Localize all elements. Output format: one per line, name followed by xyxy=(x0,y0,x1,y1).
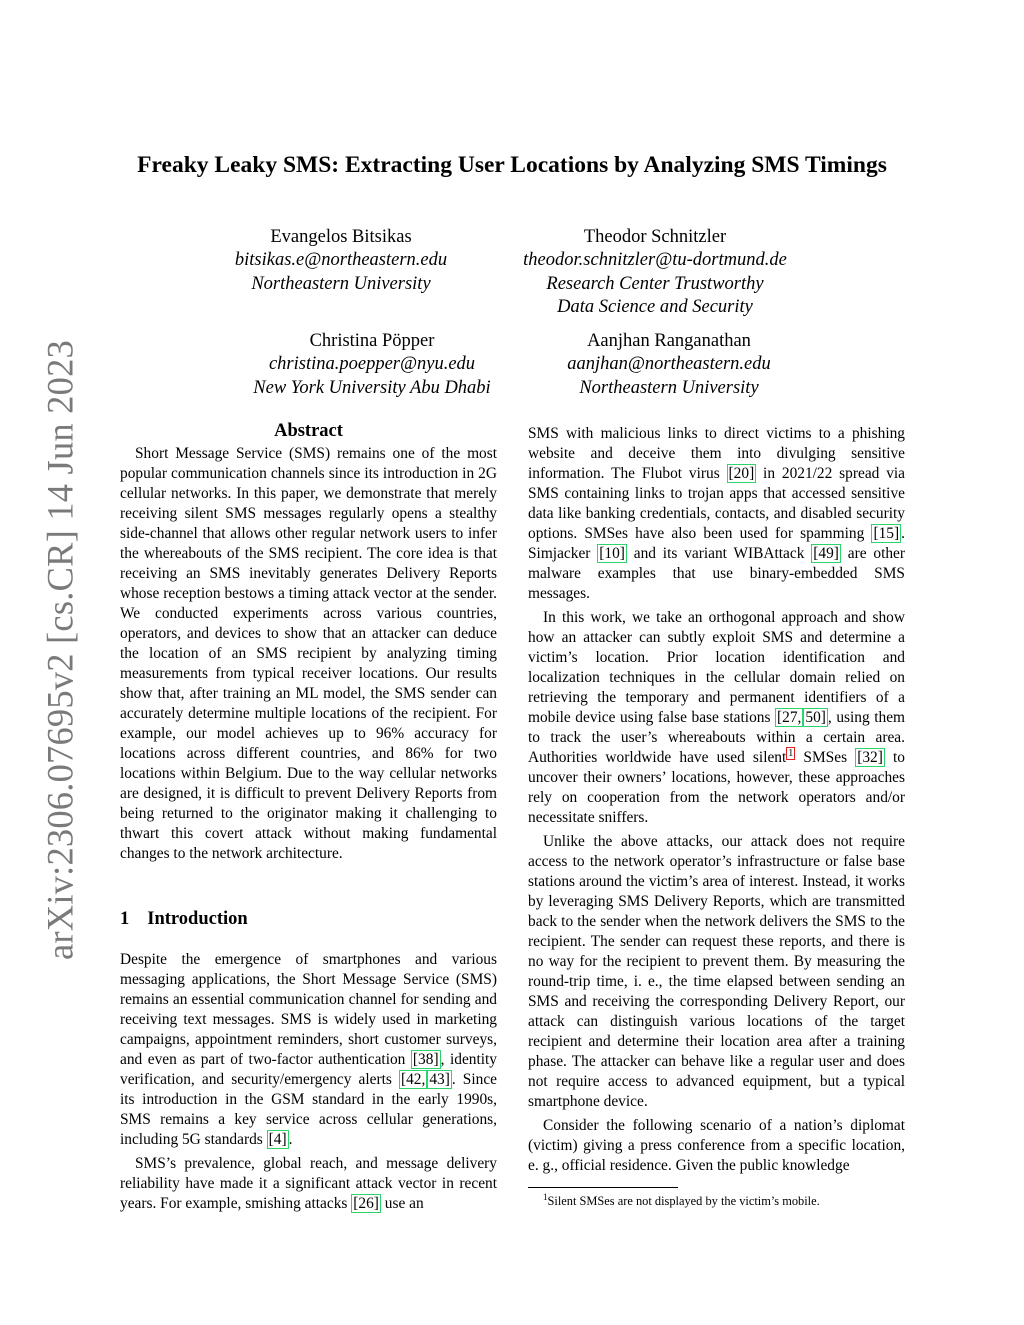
author-affiliation: Research Center Trustworthy xyxy=(546,273,764,294)
section-title: Introduction xyxy=(147,909,248,929)
arxiv-identifier: arXiv:2306.07695v2 [cs.CR] 14 Jun 2023 xyxy=(39,340,81,960)
author-name: Evangelos Bitsikas xyxy=(270,227,412,247)
paragraph: Unlike the above attacks, our attack does not require access to the network operator’s infrastructure or false base stations around the victim’s area of interest. Instead, it works by leveraging SMS Delivery Reports, which are transmitted back to the sender when the network delivers the SMS to the recipient. The sender can request these reports, and there is no way for the recipient to prevent them. By measuring the round-trip time, i. e., the time elapsed between sending an SMS and receiving the corresponding Delivery Report, our attack can distinguish various locations of the target recipient and determine their location area after a training phase. The attacker can behave like a regular user and does not require access to advanced equipment, but a typical smartphone device. xyxy=(528,833,905,1110)
citation-link[interactable]: [49] xyxy=(813,545,839,562)
citation-link[interactable]: [15] xyxy=(873,525,900,542)
citation-link[interactable]: [27, xyxy=(777,709,802,726)
citation-link[interactable]: 43] xyxy=(429,1071,450,1088)
paragraph: SMS with malicious links to direct victims to a phishing website and deceive them into divulging sensitive information. The Flubot virus [20] in 2021/22 spread via SMS containing links to trojan apps that accessed sensitive data like banking credentials, contacts, and disabled security options. SMSes have also been used for spamming [15] . Simjacker [10] and its variant WIBAttack [49] are other malware examples that use binary-embedded SMS messages. xyxy=(528,425,906,602)
footnote-mark: 1 xyxy=(543,1192,548,1202)
introduction-left-column xyxy=(120,950,497,1214)
paragraph: Despite the emergence of smartphones and various messaging applications, the Short Message Service (SMS) remains an essential communication channel for sending and receiving text messages. SMS is widely used in marketing campaigns, appointment reminders, short customer surveys, and even as part of two-factor authentication [38] , identity verification, and security/emergency alerts [42, 43] . Since its introduction in the GSM standard in the early 1990s, SMS remains a key service across cellular generations, including 5G standards [4] . xyxy=(120,951,497,1148)
paper-title: Freaky Leaky SMS: Extracting User Locations by Analyzing SMS Timings xyxy=(137,152,887,178)
footnote-link[interactable]: 1 xyxy=(788,747,794,759)
citation-link[interactable]: [10] xyxy=(599,545,625,562)
author-email: christina.poepper@nyu.edu xyxy=(268,354,476,375)
author-block xyxy=(519,330,819,400)
section-heading xyxy=(120,909,248,930)
author-affiliation: Northeastern University xyxy=(579,377,759,398)
section-number: 1 xyxy=(120,909,130,929)
author-email: bitsikas.e@northeastern.edu xyxy=(234,250,448,271)
author-affiliation-line2: Data Science and Security xyxy=(557,296,753,317)
footnote xyxy=(543,1192,820,1209)
author-name: Aanjhan Ranganathan xyxy=(587,331,751,351)
citation-link[interactable]: [26] xyxy=(353,1195,379,1212)
abstract-heading: Abstract xyxy=(274,421,343,441)
author-affiliation: Northeastern University xyxy=(251,273,431,294)
author-name: Christina Pöpper xyxy=(309,331,435,351)
author-block xyxy=(191,226,491,296)
paragraph: SMS’s prevalence, global reach, and message delivery reliability have made it a significant attack vector in recent years. For example, smishing attacks [26] use an xyxy=(120,1155,497,1212)
citation-link[interactable]: [20] xyxy=(728,465,755,482)
paragraph: Consider the following scenario of a nation’s diplomat (victim) giving a press conference from a specific location, e. g., official residence. Given the public knowledge xyxy=(528,1117,905,1174)
abstract-text: Short Message Service (SMS) remains one of the most popular communication channels since its introduction in 2G cellular networks. In this paper, we demonstrate that merely receiving silent SMS messages regularly opens a stealthy side-channel that allows other regular network users to infer the whereabouts of the SMS recipient. The core idea is that receiving an SMS inevitably generates Delivery Reports whose reception bestows a timing attack vector at the sender. We conducted experiments across various countries, operators, and devices to show that an attacker can deduce the location of an SMS recipient by analyzing timing measurements from typical receiver locations. Our results show that, after training an ML model, the SMS sender can accurately determine multiple locations of the recipient. For example, our model achieves up to 96% accuracy for locations across different countries, and 86% for two locations within Belgium. Due to the way cellular networks are designed, it is difficult to prevent Delivery Reports from being returned to the originator making it challenging to thwart this covert attack without making fundamental changes to the network architecture. xyxy=(120,445,497,862)
footnote-divider xyxy=(528,1187,678,1188)
author-affiliation: New York University Abu Dhabi xyxy=(253,377,491,398)
paragraph: In this work, we take an orthogonal approach and show how an attacker can subtly exploit SMS and determine a victim’s location. Prior location identification and localization techniques in the cellular domain relied on retrieving the temporary and permanent identifiers of a mobile device using false base stations [27, 50] , using them to track the user’s whereabouts within a certain area. Authorities worldwide have used silent $^1$ SMSes [32] to uncover their owners’ locations, however, these approaches rely on cooperation from the network operators and/or necessitate sniffers. xyxy=(528,609,906,826)
author-email: theodor.schnitzler@tu-dortmund.de xyxy=(523,250,787,271)
citation-link[interactable]: [42, xyxy=(400,1071,426,1088)
citation-link[interactable]: [4] xyxy=(268,1131,287,1148)
author-block xyxy=(222,330,522,400)
footnote-text: Silent SMSes are not displayed by the victim’s mobile. xyxy=(547,1194,820,1209)
author-name: Theodor Schnitzler xyxy=(583,227,727,247)
citation-link[interactable]: [38] xyxy=(412,1051,439,1068)
author-email: aanjhan@northeastern.edu xyxy=(567,354,771,375)
citation-link[interactable]: 50] xyxy=(805,709,826,726)
author-block xyxy=(495,226,815,319)
citation-link[interactable]: [32] xyxy=(857,749,883,766)
abstract-body xyxy=(120,444,497,864)
right-column xyxy=(528,424,905,1176)
